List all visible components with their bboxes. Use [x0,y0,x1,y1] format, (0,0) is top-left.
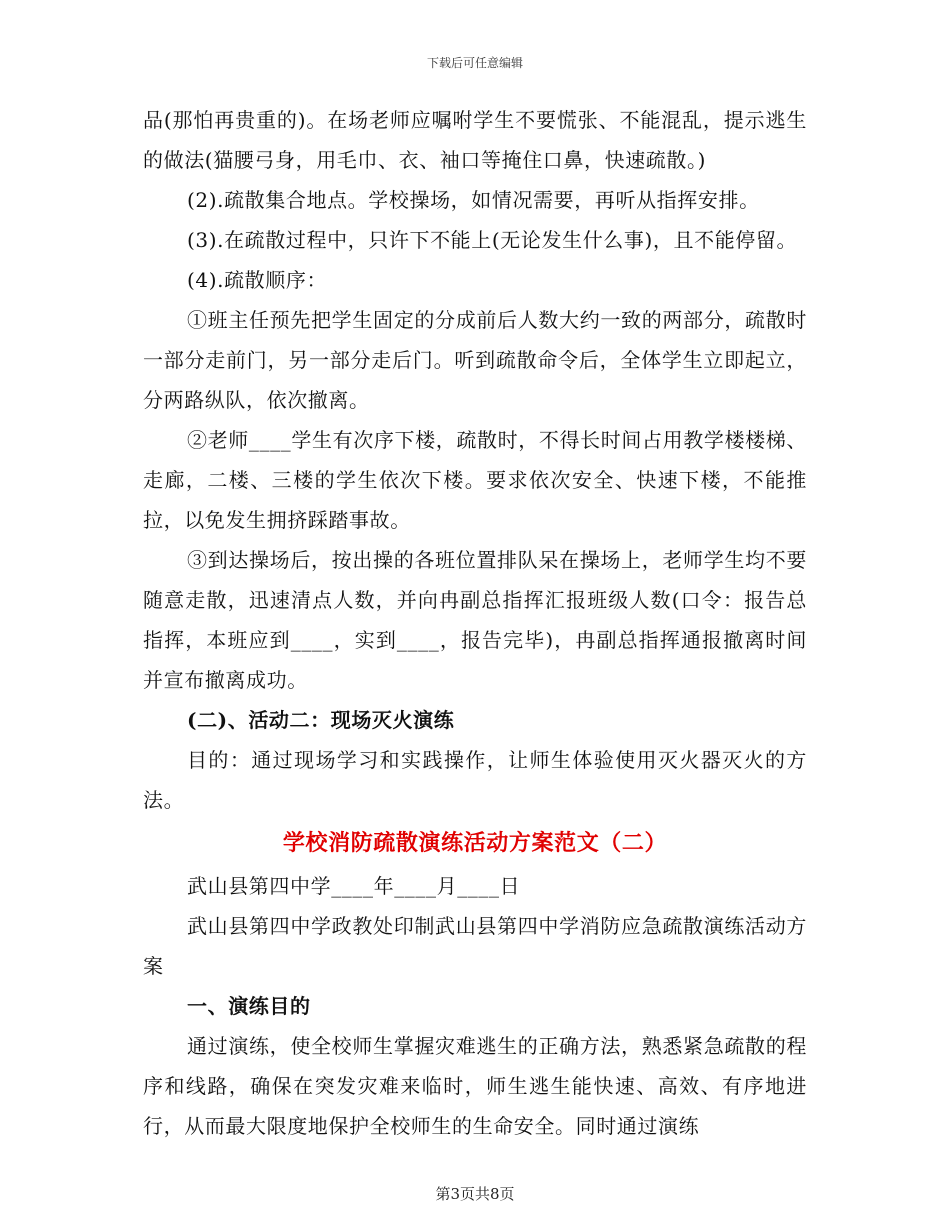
paragraph-step-3: ③到达操场后，按出操的各班位置排队呆在操场上，老师学生均不要随意走散，迅速清点人数，并向冉副总指挥汇报班级人数(口令：报告总指挥，本班应到____，实到____，报告完毕)，冉副总指挥通报撤离时间并宣布撤离成功。 [143,548,807,692]
paragraph-step-1: ①班主任预先把学生固定的分成前后人数大约一致的两部分，疏散时一部分走前门，另一部分走后门。听到疏散命令后，全体学生立即起立，分两路纵队，依次撤离。 [143,308,807,412]
paragraph-date-line: 武山县第四中学____年____月____日 [187,874,521,898]
page-header: 下载后可任意编辑 [426,56,523,70]
paragraph-issuer: 武山县第四中学政教处印制武山县第四中学消防应急疏散演练活动方案 [143,914,807,978]
paragraph-drill-purpose-body: 通过演练，使全校师生掌握灾难逃生的正确方法，熟悉紧急疏散的程序和线路，确保在突发灾难来临时，师生逃生能快速、高效、有序地进行，从而最大限度地保护全校师生的生命安全。同时通过演练 [143,1034,807,1138]
paragraph-evacuation-order: (4).疏散顺序： [187,268,328,292]
paragraph-purpose: 目的：通过现场学习和实践操作，让师生体验使用灭火器灭火的方法。 [143,748,807,812]
subheading-drill-purpose: 一、演练目的 [187,994,311,1018]
section-title: 学校消防疏散演练活动方案范文（二） [282,830,668,856]
paragraph-assembly-point: (2).疏散集合地点。学校操场，如情况需要，再听从指挥安排。 [187,188,760,212]
paragraph-step-2: ②老师____学生有次序下楼，疏散时，不得长时间占用教学楼楼梯、走廊，二楼、三楼的学生依次下楼。要求依次安全、快速下楼，不能推拉，以免发生拥挤踩踏事故。 [143,428,807,532]
paragraph-continued: 品(那怕再贵重的)。在场老师应嘱咐学生不要慌张、不能混乱，提示逃生的做法(猫腰弓身，用毛巾、衣、袖口等掩住口鼻，快速疏散。) [143,108,807,172]
subheading-activity-two: (二)、活动二：现场灭火演练 [187,708,455,732]
page-content [143,100,807,1146]
paragraph-no-going-up: (3).在疏散过程中，只许下不能上(无论发生什么事)，且不能停留。 [187,228,798,252]
page-footer: 第3页共8页 [435,1185,515,1203]
